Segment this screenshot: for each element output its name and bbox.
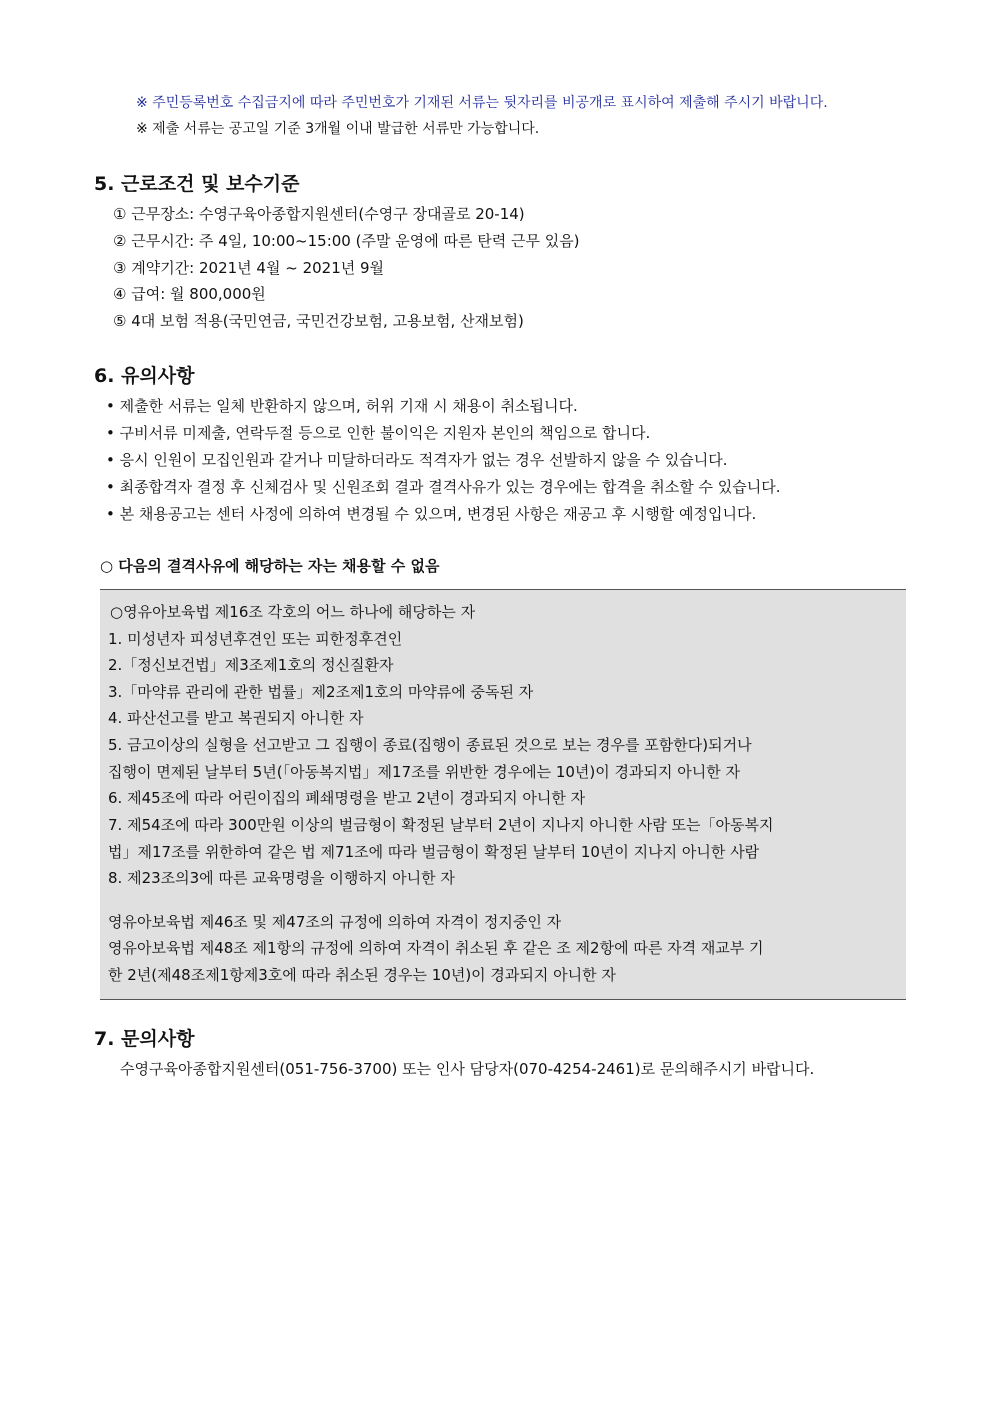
note-resident-number: ※ 주민등록번호 수집금지에 따라 주민번호가 기재된 서류는 뒷자리를 비공개로 표시하여 제출해 주시기 바랍니다. — [136, 95, 828, 111]
section6-item: • 최종합격자 결정 후 신체검사 및 신원조회 결과 결격사유가 있는 경우에는 합격을 취소할 수 있습니다. — [106, 478, 781, 496]
note-document-period: ※ 제출 서류는 공고일 기준 3개월 이내 발급한 서류만 가능합니다. — [136, 121, 540, 137]
section5-item: ① 근무장소: 수영구육아종합지원센터(수영구 장대골로 20-14) — [113, 205, 525, 223]
box-line: 7. 제54조에 따라 300만원 이상의 벌금형이 확정된 날부터 2년이 지나지 아니한 사람 또는「아동복지 — [108, 816, 774, 834]
section5-item: ④ 급여: 월 800,000원 — [113, 285, 266, 303]
section5-title: 5. 근로조건 및 보수기준 — [94, 173, 300, 195]
box-line: 3.「마약류 관리에 관한 법률」제2조제1호의 마약류에 중독된 자 — [108, 683, 534, 701]
box-line: 8. 제23조의3에 따른 교육명령을 이행하지 아니한 자 — [108, 869, 455, 887]
section6-item: • 제출한 서류는 일체 반환하지 않으며, 허위 기재 시 채용이 취소됩니다. — [106, 397, 578, 415]
section6-item: • 구비서류 미제출, 연락두절 등으로 인한 불이익은 지원자 본인의 책임으로 합니다. — [106, 424, 651, 442]
section6-item: • 본 채용공고는 센터 사정에 의하여 변경될 수 있으며, 변경된 사항은 재공고 후 시행할 예정입니다. — [106, 505, 757, 523]
section5-item: ⑤ 4대 보험 적용(국민연금, 국민건강보험, 고용보험, 산재보험) — [113, 312, 524, 330]
box-line: 집행이 면제된 날부터 5년(「아동복지법」제17조를 위반한 경우에는 10년)이 경과되지 아니한 자 — [108, 763, 740, 781]
section6-item: • 응시 인원이 모집인원과 같거나 미달하더라도 적격자가 없는 경우 선발하지 않을 수 있습니다. — [106, 451, 728, 469]
box-line: 6. 제45조에 따라 어린이집의 폐쇄명령을 받고 2년이 경과되지 아니한 자 — [108, 789, 586, 807]
section5-item: ② 근무시간: 주 4일, 10:00~15:00 (주말 운영에 따른 탄력 근무 있음) — [113, 232, 580, 250]
box-extra: 한 2년(제48조제1항제3호에 따라 취소된 경우는 10년)이 경과되지 아니한 자 — [108, 966, 616, 984]
box-line: 4. 파산선고를 받고 복권되지 아니한 자 — [108, 709, 364, 727]
box-line: 1. 미성년자 피성년후견인 또는 피한정후견인 — [108, 630, 403, 648]
disqualification-heading: ○ 다음의 결격사유에 해당하는 자는 채용할 수 없음 — [100, 557, 440, 575]
box-extra: 영유아보육법 제46조 및 제47조의 규정에 의하여 자격이 정지중인 자 — [108, 913, 562, 931]
box-extra: 영유아보육법 제48조 제1항의 규정에 의하여 자격이 취소된 후 같은 조 제2항에 따른 자격 재교부 기 — [108, 939, 764, 957]
section5-item: ③ 계약기간: 2021년 4월 ~ 2021년 9월 — [113, 259, 385, 277]
disqualification-box — [100, 589, 906, 1000]
box-line: 2.「정신보건법」제3조제1호의 정신질환자 — [108, 656, 394, 674]
box-line: 법」제17조를 위한하여 같은 법 제71조에 따라 벌금형이 확정된 날부터 10년이 지나지 아니한 사람 — [108, 843, 760, 861]
box-intro: ○영유아보육법 제16조 각호의 어느 하나에 해당하는 자 — [110, 603, 476, 621]
contact-text: 수영구육아종합지원센터(051-756-3700) 또는 인사 담당자(070-4254-2461)로 문의해주시기 바랍니다. — [120, 1060, 815, 1078]
section6-title: 6. 유의사항 — [94, 365, 195, 387]
section7-title: 7. 문의사항 — [94, 1028, 195, 1050]
box-line: 5. 금고이상의 실형을 선고받고 그 집행이 종료(집행이 종료된 것으로 보는 경우를 포함한다)되거나 — [108, 736, 752, 754]
